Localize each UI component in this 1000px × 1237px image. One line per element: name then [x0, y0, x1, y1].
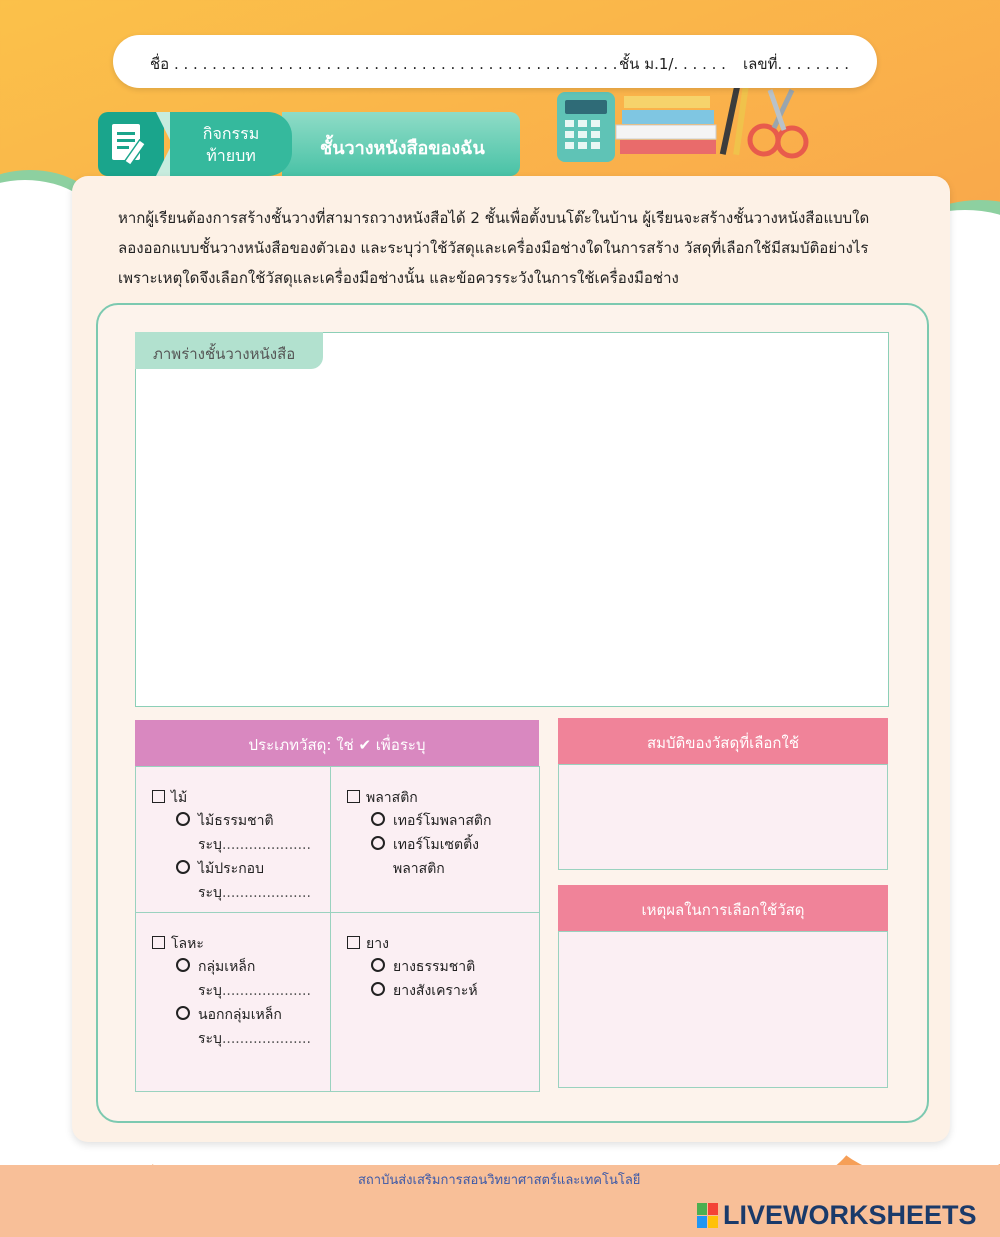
activity-title-bar — [282, 112, 520, 176]
composite-wood-label: ไม้ประกอบ — [198, 861, 264, 877]
metal-checkbox[interactable] — [152, 936, 165, 949]
non-ferrous-spec-label: ระบุ — [198, 1031, 222, 1047]
synthetic-rubber-radio[interactable] — [371, 982, 385, 996]
properties-header — [558, 718, 888, 764]
materials-header-text: ประเภทวัสดุ: ใช่ ✔ เพื่อระบุ — [248, 736, 426, 754]
material-cell-wood — [135, 766, 332, 914]
number-field[interactable]: เลขที่. . . . . . . . — [743, 55, 849, 73]
thermoplastic-label: เทอร์โมพลาสติก — [393, 813, 492, 829]
natural-rubber-radio[interactable] — [371, 958, 385, 972]
non-ferrous-spec-field[interactable]: .................... — [221, 1031, 311, 1047]
instruction-line-2: ลองออกแบบชั้นวางหนังสือของตัวเอง และระบุว่าใช้วัสดุและเครื่องมือช่างใดในการสร้าง วัสดุที่เลือกใช้มีสมบัติอย่างไร — [118, 239, 869, 257]
metal-label: โลหะ — [171, 936, 204, 952]
natural-wood-label: ไม้ธรรมชาติ — [198, 813, 274, 829]
natural-wood-radio[interactable] — [176, 812, 190, 826]
activity-tag-line1: กิจกรรม — [202, 124, 260, 143]
properties-header-text: สมบัติของวัสดุที่เลือกใช้ — [646, 734, 799, 752]
wood-checkbox[interactable] — [152, 790, 165, 803]
instruction-line-1: หากผู้เรียนต้องการสร้างชั้นวางที่สามารถวางหนังสือได้ 2 ชั้นเพื่อตั้งบนโต๊ะในบ้าน ผู้เรียนจะสร้างชั้นวางหนังสือแบบใด — [118, 209, 870, 227]
name-field[interactable]: ชื่อ . . . . . . . . . . . . . . . . . . . . . . . . . . . . . . . . . . . . . . . . . . . . . . . — [150, 55, 618, 73]
sketch-label-tab — [135, 332, 323, 369]
properties-answer-box[interactable] — [558, 764, 888, 870]
materials-header — [135, 720, 539, 766]
natural-wood-spec-field[interactable]: .................... — [221, 837, 311, 853]
class-field[interactable]: ชั้น ม.1/. . . . . . — [619, 55, 726, 73]
stationery-illustration — [552, 80, 822, 180]
reasons-header — [558, 885, 888, 931]
worksheet-icon-box — [98, 112, 164, 176]
composite-wood-spec-field[interactable]: .................... — [221, 885, 311, 901]
synthetic-rubber-label: ยางสังเคราะห์ — [393, 983, 478, 999]
composite-wood-radio[interactable] — [176, 860, 190, 874]
ferrous-radio[interactable] — [176, 958, 190, 972]
non-ferrous-radio[interactable] — [176, 1006, 190, 1020]
material-cell-metal — [135, 912, 332, 1092]
activity-title: ชั้นวางหนังสือของฉัน — [320, 138, 485, 159]
ferrous-spec-label: ระบุ — [198, 983, 222, 999]
ferrous-spec-field[interactable]: .................... — [221, 983, 311, 999]
institute-credit: สถาบันส่งเสริมการสอนวิทยาศาสตร์และเทคโนโลยี — [358, 1173, 641, 1188]
instruction-line-3: เพราะเหตุใดจึงเลือกใช้วัสดุและเครื่องมือช่างนั้น และข้อควรระวังในการใช้เครื่องมือช่าง — [118, 269, 679, 287]
thermoset-label: เทอร์โมเซตติ้ง — [393, 837, 479, 853]
natural-rubber-label: ยางธรรมชาติ — [393, 959, 476, 975]
activity-tag — [170, 112, 292, 176]
material-cell-plastic — [330, 766, 540, 914]
plastic-checkbox[interactable] — [347, 790, 360, 803]
composite-wood-spec-label: ระบุ — [198, 885, 222, 901]
thermoset-label-line2: พลาสติก — [393, 861, 445, 877]
plastic-label: พลาสติก — [366, 790, 418, 806]
natural-wood-spec-label: ระบุ — [198, 837, 222, 853]
rubber-checkbox[interactable] — [347, 936, 360, 949]
reasons-header-text: เหตุผลในการเลือกใช้วัสดุ — [641, 901, 805, 919]
sketch-label: ภาพร่างชั้นวางหนังสือ — [153, 345, 296, 363]
liveworksheets-wordmark: LIVEWORKSHEETS — [723, 1200, 977, 1230]
document-pencil-icon — [98, 112, 164, 176]
reasons-answer-box[interactable] — [558, 931, 888, 1088]
rubber-label: ยาง — [366, 936, 389, 952]
student-info-bar — [113, 35, 877, 88]
liveworksheets-logo-icon — [697, 1203, 719, 1229]
wood-label: ไม้ — [171, 790, 188, 806]
material-cell-rubber — [330, 912, 540, 1092]
thermoplastic-radio[interactable] — [371, 812, 385, 826]
thermoset-radio[interactable] — [371, 836, 385, 850]
activity-tag-line2: ท้ายบท — [206, 146, 256, 165]
non-ferrous-label: นอกกลุ่มเหล็ก — [198, 1007, 282, 1023]
sketch-area[interactable] — [135, 332, 889, 707]
ferrous-label: กลุ่มเหล็ก — [198, 959, 256, 975]
